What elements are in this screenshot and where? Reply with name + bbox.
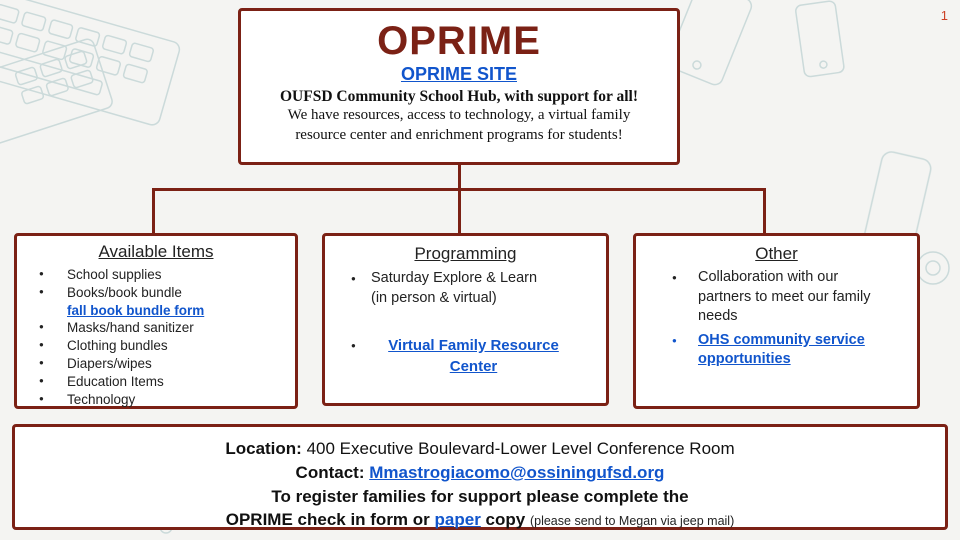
list-item [25, 337, 287, 355]
list-item [25, 319, 287, 337]
connector-left-vertical [152, 188, 155, 233]
list-item-label: Collaboration with our partners to meet our family needs [698, 269, 871, 325]
list-item-label: Books/book bundle [67, 284, 182, 300]
other-list [646, 268, 907, 370]
programming-box [322, 233, 609, 406]
available-items-heading: Available Items [98, 242, 214, 261]
jeep-mail-note: (please send to Megan via jeep mail) [529, 514, 735, 529]
programming-heading: Programming [414, 244, 517, 263]
connector-top-vertical [458, 165, 461, 190]
list-item [646, 331, 907, 370]
fall-book-bundle-form-link[interactable]: fall book bundle form [67, 302, 205, 318]
list-item [25, 391, 287, 409]
list-item [25, 373, 287, 391]
list-item [25, 284, 287, 302]
tagline: OUFSD Community School Hub, with support for all! [280, 88, 638, 105]
programming-list [335, 268, 596, 378]
ohs-community-service-link[interactable]: OHS community service opportunities [698, 331, 865, 368]
list-item-label: Technology [67, 391, 136, 407]
location-label: Location: [225, 439, 302, 458]
list-item-label: Clothing bundles [67, 338, 168, 354]
list-item [646, 268, 907, 327]
list-item [25, 266, 287, 284]
contact-email-link[interactable]: Mmastrogiacomo@ossiningufsd.org [369, 462, 665, 482]
location-value: 400 Executive Boulevard-Lower Level Conference Room [306, 439, 735, 458]
page-number: 1 [940, 8, 948, 23]
description-line-1: We have resources, access to technology, a virtual family [287, 107, 631, 123]
other-box [633, 233, 920, 409]
connector-middle-vertical [458, 188, 461, 233]
virtual-family-resource-center-link[interactable]: ● Virtual Family Resource Center [388, 336, 559, 376]
list-item [25, 355, 287, 373]
slide-title: OPRIME [377, 19, 541, 63]
available-items-list [25, 266, 287, 409]
checkin-prefix: OPRIME check in form or [225, 510, 430, 530]
list-item [25, 302, 287, 320]
list-item-label: School supplies [67, 267, 162, 282]
other-heading: Other [755, 244, 798, 263]
list-item-line: (in person & virtual) [371, 290, 497, 307]
register-line: To register families for support please complete the [271, 486, 689, 506]
list-item-label: Masks/hand sanitizer [67, 320, 194, 336]
list-item-label: Diapers/wipes [67, 356, 152, 372]
list-item [335, 335, 596, 379]
footer-box [12, 424, 948, 530]
paper-copy-link[interactable]: paper [434, 510, 481, 530]
description-line-2: resource center and enrichment programs for students! [295, 126, 623, 143]
checkin-line [15, 509, 945, 531]
contact-line [15, 462, 945, 484]
list-item-label: Education Items [67, 373, 164, 389]
list-item-line: ● Saturday Explore & Learn [371, 270, 538, 286]
checkin-suffix: copy [485, 510, 526, 530]
location-line [15, 438, 945, 460]
contact-label: Contact: [295, 462, 365, 482]
available-items-box [14, 233, 298, 409]
connector-right-vertical [763, 188, 766, 233]
oprime-site-link[interactable]: OPRIME SITE [400, 64, 517, 84]
list-item [335, 268, 596, 309]
title-box [238, 8, 680, 165]
